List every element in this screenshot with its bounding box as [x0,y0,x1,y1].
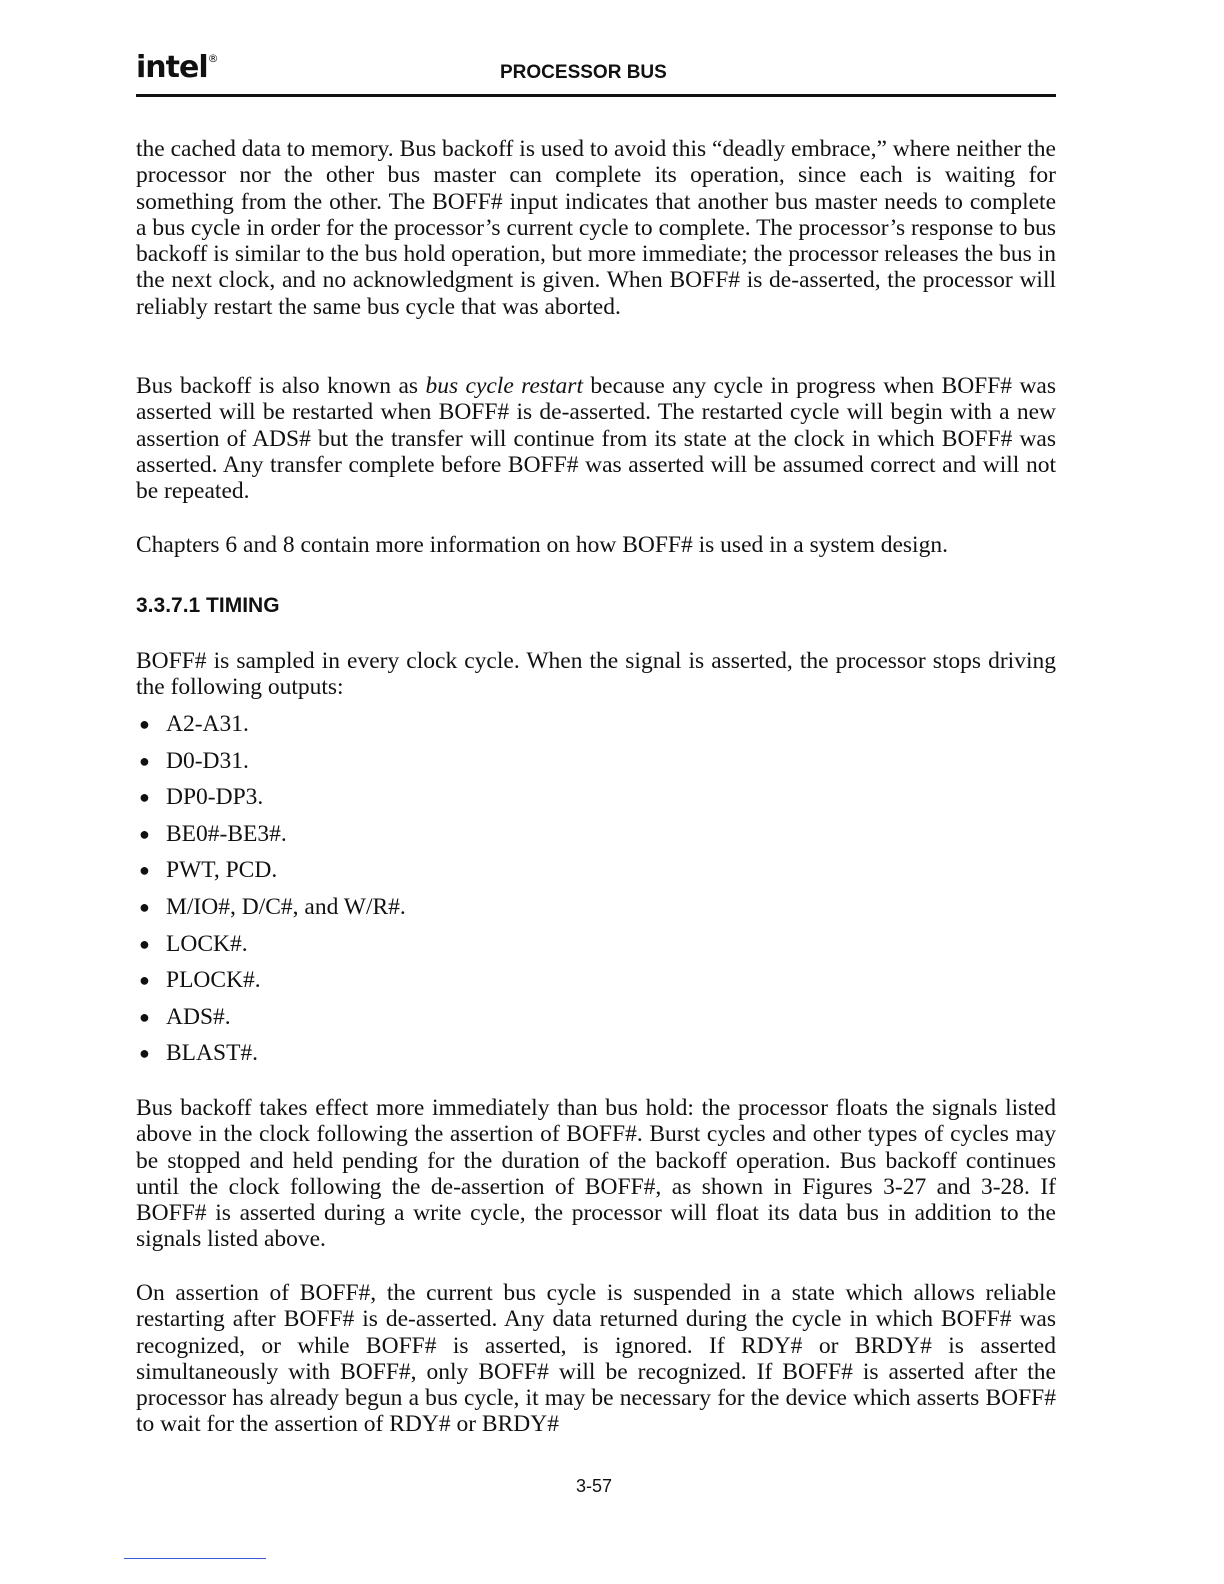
page-number: 3-57 [576,1476,613,1496]
paragraph-boff-assertion: On assertion of BOFF#, the current bus cycle is suspended in a state which allows reliable restarting after BOFF# is de-asserted. Any data returned during the cycle in which BOFF# was recognized, or while BOFF# is asserted, is ignored. If RDY# or BRDY# is asserted simultaneously with BOFF#, only BOFF# will be recognized. If BOFF# is asserted after the processor has already begun a bus cycle, it may be necessary for the device which asserts BOFF# to wait for the assertion of RDY# or BRDY# [136,1280,1056,1438]
list-item: ● BLAST#. [136,1035,736,1072]
list-item: ● M/IO#, D/C#, and W/R#. [136,889,736,926]
intel-logo: intel® [136,50,218,85]
list-item: ● BE0#-BE3#. [136,816,736,853]
bullet-icon: ● [139,750,150,771]
list-item: ● DP0-DP3. [136,779,736,816]
running-head: PROCESSOR BUS [500,62,667,83]
bullet-icon: ● [139,1006,150,1027]
bullet-icon: ● [139,860,150,881]
bullet-icon: ● [139,1043,150,1064]
list-item: ● LOCK#. [136,926,736,963]
paragraph-bus-cycle-restart [136,373,1056,504]
bullet-icon: ● [139,714,150,734]
list-item: ● D0-D31. [136,743,736,780]
bullet-icon: ● [139,896,150,917]
bullet-icon: ● [139,970,150,991]
list-item: ● PLOCK#. [136,962,736,999]
bullet-icon: ● [139,933,150,954]
bullet-icon: ● [139,823,150,844]
italic-term: bus cycle restart [425,373,583,399]
paragraph-deadly-embrace: the cached data to memory. Bus backoff is used to avoid this “deadly embrace,” where neither the processor nor the other bus master can complete its operation, since each is waiting for something from the other. The BOFF# input indicates that another bus master needs to complete a bus cycle in order for the processor’s current cycle to complete. The processor’s response to bus backoff is similar to the bus hold operation, but more immediate; the processor releases the bus in the next clock, and no acknowledgment is given. When BOFF# is de-asserted, the processor will reliably restart the same bus cycle that was aborted. [136,136,1056,320]
list-item: ● PWT, PCD. [136,852,736,889]
bullet-icon: ● [139,787,150,808]
list-item: ● ADS#. [136,999,736,1036]
para2-text-before: Bus backoff is also known as [136,373,426,399]
paragraph-chapters-reference: Chapters 6 and 8 contain more information on how BOFF# is used in a system design. [136,532,948,558]
paragraph-timing-intro: BOFF# is sampled in every clock cycle. When the signal is asserted, the processor stops driving the following outputs: [136,648,1056,701]
para2-text-after: because any cycle in progress when BOFF# was asserted will be restarted when BOFF# is de-asserted. The restarted cycle will begin with a new assertion of ADS# but the transfer will continue from its state at the clock in which BOFF# was asserted. Any transfer complete before BOFF# was asserted will be assumed correct and will not be repeated. [136,373,1057,505]
registered-mark: ® [207,52,218,65]
signal-list [136,706,736,1072]
list-item: ● A2-A31. [136,706,736,743]
header-rule [136,94,1056,97]
footer-line [124,1558,266,1559]
page-header [136,44,1056,96]
paragraph-backoff-effect: Bus backoff takes effect more immediately than bus hold: the processor floats the signals listed above in the clock following the assertion of BOFF#. Burst cycles and other types of cycles may be stopped and held pending for the duration of the backoff operation. Bus backoff continues until the clock following the de-assertion of BOFF#, as shown in Figures 3-27 and 3-28. If BOFF# is asserted during a write cycle, the processor will float its data bus in addition to the signals listed above. [136,1095,1056,1253]
section-heading: 3.3.7.1 TIMING [136,594,280,617]
